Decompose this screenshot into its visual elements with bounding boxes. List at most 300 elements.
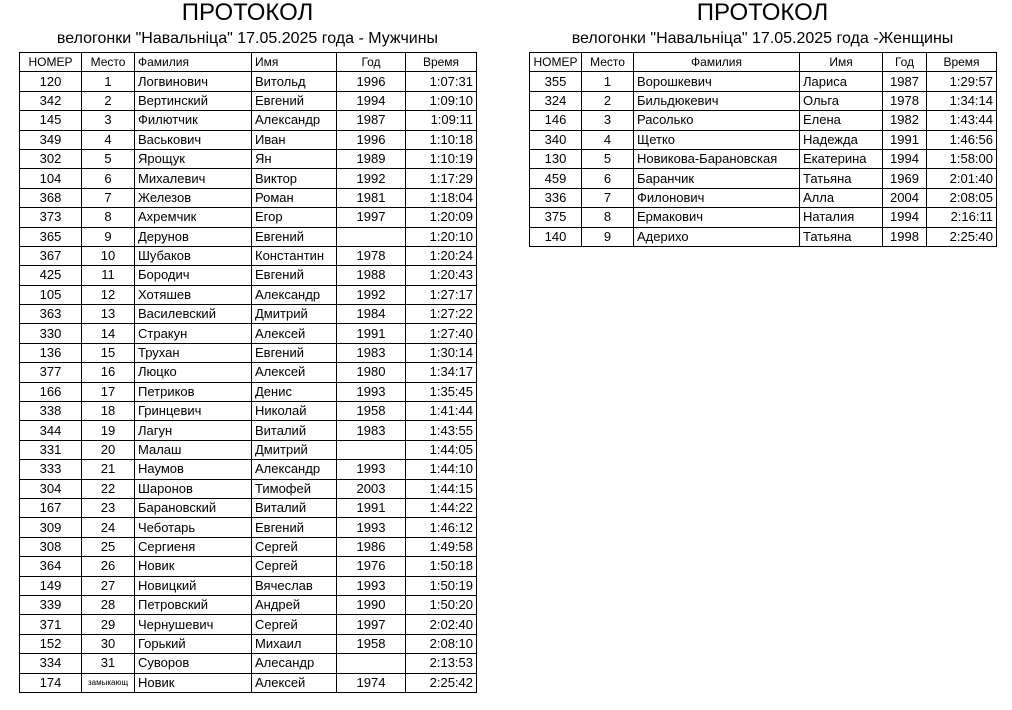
year-cell: 1987 <box>337 111 406 130</box>
year-cell: 1997 <box>337 208 406 227</box>
col-header-time: Время <box>927 53 997 72</box>
year-cell: 1993 <box>337 460 406 479</box>
number-cell: 308 <box>20 537 82 556</box>
year-cell: 1980 <box>337 363 406 382</box>
year-cell: 1990 <box>337 595 406 614</box>
surname-cell: Бородич <box>135 266 252 285</box>
place-cell: 28 <box>82 595 135 614</box>
table-row <box>530 188 997 207</box>
place-cell: 13 <box>82 305 135 324</box>
name-cell: Ольга <box>800 91 883 110</box>
place-cell: 23 <box>82 498 135 517</box>
place-cell: 8 <box>582 208 634 227</box>
time-cell: 1:30:14 <box>406 343 477 362</box>
table-row <box>20 498 477 517</box>
number-cell: 152 <box>20 634 82 653</box>
surname-cell: Чеботарь <box>135 518 252 537</box>
name-cell: Николай <box>252 402 337 421</box>
name-cell: Сергей <box>252 537 337 556</box>
place-cell: 3 <box>82 111 135 130</box>
name-cell: Денис <box>252 382 337 401</box>
name-cell: Алла <box>800 188 883 207</box>
col-header-number: НОМЕР <box>530 53 582 72</box>
time-cell: 2:08:10 <box>406 634 477 653</box>
table-row <box>20 654 477 673</box>
place-cell: 5 <box>82 149 135 168</box>
men-results-table <box>19 52 477 693</box>
surname-cell: Расолько <box>634 111 800 130</box>
place-cell: 11 <box>82 266 135 285</box>
number-cell: 344 <box>20 421 82 440</box>
surname-cell: Железов <box>135 188 252 207</box>
number-cell: 355 <box>530 72 582 91</box>
table-row <box>20 615 477 634</box>
year-cell <box>337 227 406 246</box>
number-cell: 167 <box>20 498 82 517</box>
time-cell: 1:58:00 <box>927 149 997 168</box>
place-cell: 4 <box>82 130 135 149</box>
time-cell: 1:35:45 <box>406 382 477 401</box>
table-row <box>530 169 997 188</box>
table-row <box>530 111 997 130</box>
table-row <box>20 537 477 556</box>
year-cell: 1996 <box>337 72 406 91</box>
name-cell: Иван <box>252 130 337 149</box>
surname-cell: Баранчик <box>634 169 800 188</box>
table-row <box>530 227 997 246</box>
time-cell: 1:46:56 <box>927 130 997 149</box>
year-cell: 1991 <box>337 498 406 517</box>
number-cell: 302 <box>20 149 82 168</box>
surname-cell: Петриков <box>135 382 252 401</box>
surname-cell: Барановский <box>135 498 252 517</box>
place-cell: 31 <box>82 654 135 673</box>
number-cell: 130 <box>530 149 582 168</box>
surname-cell: Новицкий <box>135 576 252 595</box>
number-cell: 349 <box>20 130 82 149</box>
surname-cell: Дерунов <box>135 227 252 246</box>
name-cell: Александр <box>252 285 337 304</box>
year-cell: 1994 <box>337 91 406 110</box>
col-header-year: Год <box>883 53 927 72</box>
men-title: ПРОТОКОЛ <box>181 0 314 26</box>
year-cell: 1969 <box>883 169 927 188</box>
men-header-row <box>20 53 477 72</box>
place-cell: 4 <box>582 130 634 149</box>
place-cell: 20 <box>82 440 135 459</box>
year-cell: 1978 <box>337 246 406 265</box>
year-cell: 2004 <box>883 188 927 207</box>
name-cell: Алесандр <box>252 654 337 673</box>
number-cell: 375 <box>530 208 582 227</box>
surname-cell: Петровский <box>135 595 252 614</box>
year-cell: 1958 <box>337 402 406 421</box>
name-cell: Виталий <box>252 498 337 517</box>
year-cell: 1988 <box>337 266 406 285</box>
number-cell: 146 <box>530 111 582 130</box>
table-row <box>20 673 477 692</box>
table-row <box>20 518 477 537</box>
women-title: ПРОТОКОЛ <box>696 0 829 26</box>
table-row <box>20 305 477 324</box>
surname-cell: Суворов <box>135 654 252 673</box>
surname-cell: Новик <box>135 557 252 576</box>
number-cell: 330 <box>20 324 82 343</box>
table-row <box>20 72 477 91</box>
time-cell: 1:09:11 <box>406 111 477 130</box>
year-cell: 1998 <box>883 227 927 246</box>
time-cell: 1:27:17 <box>406 285 477 304</box>
surname-cell: Новик <box>135 673 252 692</box>
place-cell: 21 <box>82 460 135 479</box>
surname-cell: Адерихо <box>634 227 800 246</box>
year-cell: 1976 <box>337 557 406 576</box>
number-cell: 339 <box>20 595 82 614</box>
place-cell: 5 <box>582 149 634 168</box>
name-cell: Наталия <box>800 208 883 227</box>
place-cell: 12 <box>82 285 135 304</box>
place-cell: 9 <box>582 227 634 246</box>
table-row <box>20 440 477 459</box>
place-cell: 9 <box>82 227 135 246</box>
men-table-body <box>20 72 477 693</box>
year-cell: 1983 <box>337 421 406 440</box>
year-cell: 1993 <box>337 576 406 595</box>
year-cell: 1978 <box>883 91 927 110</box>
surname-cell: Горький <box>135 634 252 653</box>
col-header-name: Имя <box>252 53 337 72</box>
place-cell: 8 <box>82 208 135 227</box>
table-row <box>20 576 477 595</box>
time-cell: 1:49:58 <box>406 537 477 556</box>
place-cell: 16 <box>82 363 135 382</box>
number-cell: 459 <box>530 169 582 188</box>
table-row <box>20 363 477 382</box>
place-cell: 30 <box>82 634 135 653</box>
table-row <box>20 266 477 285</box>
place-cell: 22 <box>82 479 135 498</box>
table-row <box>20 382 477 401</box>
place-cell: 24 <box>82 518 135 537</box>
women-header-row <box>530 53 997 72</box>
year-cell <box>337 654 406 673</box>
number-cell: 166 <box>20 382 82 401</box>
surname-cell: Васькович <box>135 130 252 149</box>
number-cell: 373 <box>20 208 82 227</box>
place-cell: 1 <box>82 72 135 91</box>
name-cell: Константин <box>252 246 337 265</box>
time-cell: 1:29:57 <box>927 72 997 91</box>
surname-cell: Филютчик <box>135 111 252 130</box>
surname-cell: Ворошкевич <box>634 72 800 91</box>
time-cell: 2:25:42 <box>406 673 477 692</box>
time-cell: 1:34:17 <box>406 363 477 382</box>
surname-cell: Филонович <box>634 188 800 207</box>
time-cell: 1:27:22 <box>406 305 477 324</box>
time-cell: 1:20:09 <box>406 208 477 227</box>
name-cell: Сергей <box>252 557 337 576</box>
table-row <box>20 343 477 362</box>
number-cell: 425 <box>20 266 82 285</box>
number-cell: 334 <box>20 654 82 673</box>
year-cell: 1993 <box>337 382 406 401</box>
surname-cell: Сергиеня <box>135 537 252 556</box>
place-cell: 18 <box>82 402 135 421</box>
place-cell: 15 <box>82 343 135 362</box>
surname-cell: Шаронов <box>135 479 252 498</box>
table-row <box>20 111 477 130</box>
number-cell: 174 <box>20 673 82 692</box>
table-row <box>20 595 477 614</box>
name-cell: Евгений <box>252 91 337 110</box>
year-cell: 1991 <box>883 130 927 149</box>
name-cell: Евгений <box>252 266 337 285</box>
year-cell: 1996 <box>337 130 406 149</box>
col-header-year: Год <box>337 53 406 72</box>
table-row <box>20 285 477 304</box>
year-cell: 1989 <box>337 149 406 168</box>
table-row <box>20 557 477 576</box>
surname-cell: Лагун <box>135 421 252 440</box>
table-row <box>530 149 997 168</box>
place-cell: 7 <box>82 188 135 207</box>
time-cell: 1:27:40 <box>406 324 477 343</box>
surname-cell: Ахремчик <box>135 208 252 227</box>
number-cell: 105 <box>20 285 82 304</box>
year-cell: 2003 <box>337 479 406 498</box>
name-cell: Татьяна <box>800 227 883 246</box>
women-protocol <box>529 0 996 247</box>
time-cell: 1:07:31 <box>406 72 477 91</box>
table-row <box>530 130 997 149</box>
number-cell: 364 <box>20 557 82 576</box>
number-cell: 331 <box>20 440 82 459</box>
women-results-table <box>529 52 997 247</box>
number-cell: 304 <box>20 479 82 498</box>
table-row <box>20 91 477 110</box>
time-cell: 1:20:24 <box>406 246 477 265</box>
number-cell: 363 <box>20 305 82 324</box>
year-cell: 1983 <box>337 343 406 362</box>
place-cell: замыкающ <box>82 673 135 692</box>
time-cell: 1:10:18 <box>406 130 477 149</box>
name-cell: Евгений <box>252 343 337 362</box>
year-cell: 1987 <box>883 72 927 91</box>
name-cell: Егор <box>252 208 337 227</box>
time-cell: 1:20:43 <box>406 266 477 285</box>
place-cell: 6 <box>582 169 634 188</box>
place-cell: 17 <box>82 382 135 401</box>
year-cell: 1992 <box>337 285 406 304</box>
time-cell: 1:09:10 <box>406 91 477 110</box>
time-cell: 1:44:22 <box>406 498 477 517</box>
number-cell: 149 <box>20 576 82 595</box>
surname-cell: Чернушевич <box>135 615 252 634</box>
name-cell: Алексей <box>252 324 337 343</box>
name-cell: Андрей <box>252 595 337 614</box>
place-cell: 6 <box>82 169 135 188</box>
surname-cell: Шубаков <box>135 246 252 265</box>
name-cell: Александр <box>252 460 337 479</box>
time-cell: 1:10:19 <box>406 149 477 168</box>
surname-cell: Михалевич <box>135 169 252 188</box>
place-cell: 26 <box>82 557 135 576</box>
surname-cell: Новикова-Барановская <box>634 149 800 168</box>
number-cell: 309 <box>20 518 82 537</box>
year-cell: 1982 <box>883 111 927 130</box>
col-header-surname: Фамилия <box>634 53 800 72</box>
time-cell: 1:44:10 <box>406 460 477 479</box>
name-cell: Дмитрий <box>252 440 337 459</box>
place-cell: 7 <box>582 188 634 207</box>
number-cell: 368 <box>20 188 82 207</box>
women-table-body <box>530 72 997 247</box>
col-header-number: НОМЕР <box>20 53 82 72</box>
time-cell: 2:02:40 <box>406 615 477 634</box>
name-cell: Татьяна <box>800 169 883 188</box>
surname-cell: Бильдюкевич <box>634 91 800 110</box>
number-cell: 336 <box>530 188 582 207</box>
table-row <box>20 634 477 653</box>
surname-cell: Наумов <box>135 460 252 479</box>
name-cell: Ян <box>252 149 337 168</box>
name-cell: Елена <box>800 111 883 130</box>
time-cell: 1:50:19 <box>406 576 477 595</box>
table-row <box>530 91 997 110</box>
table-row <box>20 130 477 149</box>
number-cell: 136 <box>20 343 82 362</box>
name-cell: Дмитрий <box>252 305 337 324</box>
year-cell: 1994 <box>883 149 927 168</box>
time-cell: 1:43:55 <box>406 421 477 440</box>
time-cell: 1:50:20 <box>406 595 477 614</box>
year-cell: 1986 <box>337 537 406 556</box>
number-cell: 145 <box>20 111 82 130</box>
time-cell: 2:25:40 <box>927 227 997 246</box>
place-cell: 2 <box>582 91 634 110</box>
men-subtitle: велогонки "Навальніца" 17.05.2025 года - Мужчины <box>56 30 439 47</box>
surname-cell: Гринцевич <box>135 402 252 421</box>
surname-cell: Логвинович <box>135 72 252 91</box>
table-row <box>20 479 477 498</box>
year-cell: 1958 <box>337 634 406 653</box>
surname-cell: Ярощук <box>135 149 252 168</box>
surname-cell: Вертинский <box>135 91 252 110</box>
women-subtitle: велогонки "Навальніца" 17.05.2025 года -Женщины <box>571 30 954 47</box>
table-row <box>20 169 477 188</box>
number-cell: 365 <box>20 227 82 246</box>
col-header-name: Имя <box>800 53 883 72</box>
time-cell: 1:50:18 <box>406 557 477 576</box>
table-row <box>20 460 477 479</box>
name-cell: Алексей <box>252 363 337 382</box>
time-cell: 1:41:44 <box>406 402 477 421</box>
time-cell: 1:44:15 <box>406 479 477 498</box>
year-cell: 1993 <box>337 518 406 537</box>
place-cell: 25 <box>82 537 135 556</box>
table-row <box>20 402 477 421</box>
surname-cell: Трухан <box>135 343 252 362</box>
place-cell: 27 <box>82 576 135 595</box>
place-cell: 14 <box>82 324 135 343</box>
name-cell: Роман <box>252 188 337 207</box>
year-cell: 1974 <box>337 673 406 692</box>
name-cell: Сергей <box>252 615 337 634</box>
surname-cell: Ермакович <box>634 208 800 227</box>
time-cell: 1:20:10 <box>406 227 477 246</box>
surname-cell: Малаш <box>135 440 252 459</box>
time-cell: 1:17:29 <box>406 169 477 188</box>
year-cell <box>337 440 406 459</box>
table-row <box>530 208 997 227</box>
time-cell: 2:08:05 <box>927 188 997 207</box>
place-cell: 29 <box>82 615 135 634</box>
name-cell: Виктор <box>252 169 337 188</box>
table-row <box>20 421 477 440</box>
name-cell: Алексей <box>252 673 337 692</box>
time-cell: 1:46:12 <box>406 518 477 537</box>
number-cell: 120 <box>20 72 82 91</box>
name-cell: Надежда <box>800 130 883 149</box>
surname-cell: Василевский <box>135 305 252 324</box>
name-cell: Витольд <box>252 72 337 91</box>
place-cell: 10 <box>82 246 135 265</box>
col-header-place: Место <box>82 53 135 72</box>
name-cell: Вячеслав <box>252 576 337 595</box>
table-row <box>20 149 477 168</box>
time-cell: 1:18:04 <box>406 188 477 207</box>
col-header-time: Время <box>406 53 477 72</box>
table-row <box>20 324 477 343</box>
number-cell: 367 <box>20 246 82 265</box>
year-cell: 1994 <box>883 208 927 227</box>
surname-cell: Люцко <box>135 363 252 382</box>
name-cell: Екатерина <box>800 149 883 168</box>
time-cell: 2:01:40 <box>927 169 997 188</box>
time-cell: 2:16:11 <box>927 208 997 227</box>
year-cell: 1991 <box>337 324 406 343</box>
time-cell: 1:34:14 <box>927 91 997 110</box>
table-row <box>20 246 477 265</box>
number-cell: 324 <box>530 91 582 110</box>
year-cell: 1981 <box>337 188 406 207</box>
surname-cell: Щетко <box>634 130 800 149</box>
table-row <box>20 208 477 227</box>
place-cell: 3 <box>582 111 634 130</box>
name-cell: Евгений <box>252 518 337 537</box>
number-cell: 338 <box>20 402 82 421</box>
surname-cell: Стракун <box>135 324 252 343</box>
table-row <box>530 72 997 91</box>
col-header-surname: Фамилия <box>135 53 252 72</box>
name-cell: Александр <box>252 111 337 130</box>
number-cell: 377 <box>20 363 82 382</box>
table-row <box>20 227 477 246</box>
number-cell: 333 <box>20 460 82 479</box>
place-cell: 2 <box>82 91 135 110</box>
time-cell: 2:13:53 <box>406 654 477 673</box>
name-cell: Виталий <box>252 421 337 440</box>
surname-cell: Хотяшев <box>135 285 252 304</box>
name-cell: Лариса <box>800 72 883 91</box>
place-cell: 1 <box>582 72 634 91</box>
name-cell: Евгений <box>252 227 337 246</box>
name-cell: Михаил <box>252 634 337 653</box>
number-cell: 340 <box>530 130 582 149</box>
number-cell: 140 <box>530 227 582 246</box>
time-cell: 1:43:44 <box>927 111 997 130</box>
number-cell: 371 <box>20 615 82 634</box>
